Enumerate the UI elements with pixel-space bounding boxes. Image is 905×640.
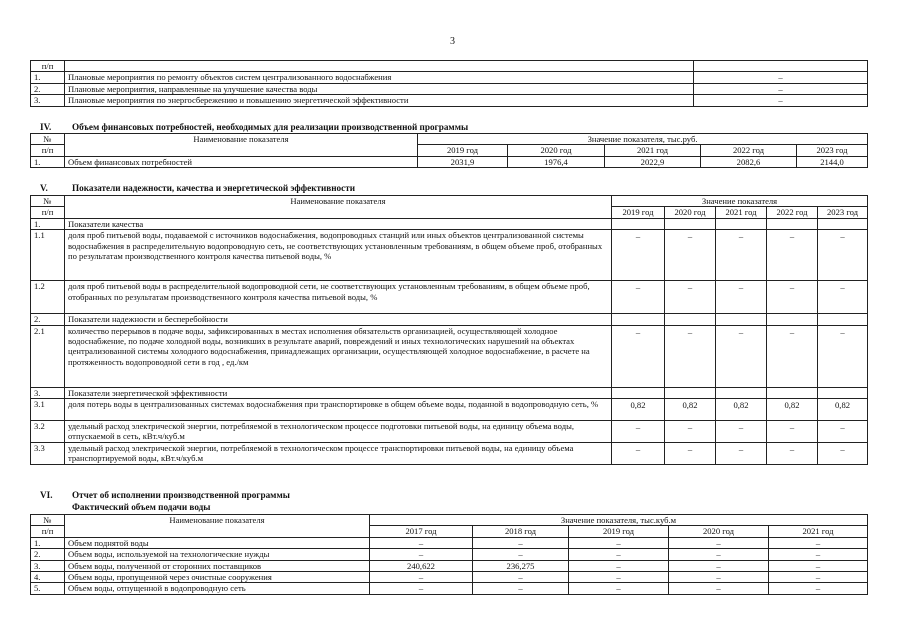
col-num-header-2: п/п [31, 207, 65, 218]
row-value: – [569, 560, 669, 571]
col-name-header: Наименование показателя [65, 196, 612, 219]
row-value: – [669, 583, 769, 594]
row-value: – [716, 421, 767, 443]
row-value: – [716, 443, 767, 465]
row-value: – [370, 549, 473, 560]
row-num: 3. [31, 387, 65, 398]
col-num-header-2: п/п [31, 526, 65, 537]
reliability-table [30, 195, 868, 465]
row-value: – [665, 421, 716, 443]
row-name: количество перерывов в подаче воды, зафиксированных в местах исполнения обязательств организацией, осуществляющей холодное водоснабжение, по подаче холодной воды, возникших в результате аварий, повреждений и иных технологических нарушений на объектах централизованной системы холодного водоснабжения, принадлежащих организации, осуществляющей холодное водоснабжение, в расчете на протяженность водопроводной сети в год , ед./км [65, 325, 612, 387]
measures-table [30, 60, 868, 107]
year-header: 2021 год [605, 145, 701, 156]
row-name: доля потерь воды в централизованных системах водоснабжения при транспортировке в общем объеме воды, поданной в водопроводную сеть, % [65, 399, 612, 421]
row-num: 1.2 [31, 281, 65, 314]
col-num-header: № [31, 134, 65, 145]
row-value: – [669, 560, 769, 571]
row-value: – [767, 421, 818, 443]
row-value: – [818, 281, 868, 314]
row-value: – [769, 560, 868, 571]
row-value: 0,82 [767, 399, 818, 421]
row-value: – [769, 549, 868, 560]
section-title: Показатели надежности, качества и энергетической эффективности [72, 183, 356, 193]
row-num: 1. [31, 72, 65, 83]
row-value: – [612, 230, 665, 281]
row-value: – [716, 281, 767, 314]
section-vi-subtitle: Фактический объем подачи воды [72, 502, 211, 512]
row-value: – [716, 325, 767, 387]
row-value: 2082,6 [701, 156, 797, 167]
row-value: – [569, 572, 669, 583]
row-name: Объем финансовых потребностей [65, 156, 418, 167]
row-value: – [370, 537, 473, 548]
year-header: 2019 год [612, 207, 665, 218]
row-name: удельный расход электрической энергии, потребляемой в технологическом процессе подготовки питьевой воды, на единицу объема воды, отпускаемой в сеть, кВт.ч/куб.м [65, 421, 612, 443]
row-value: – [669, 572, 769, 583]
row-value: – [767, 325, 818, 387]
row-value: – [665, 443, 716, 465]
row-value: – [612, 421, 665, 443]
row-value: – [612, 443, 665, 465]
row-value: – [665, 281, 716, 314]
year-header: 2022 год [767, 207, 818, 218]
row-name: Плановые мероприятия, направленные на улучшение качества воды [65, 83, 694, 94]
row-num: 1.1 [31, 230, 65, 281]
page-number: 3 [450, 36, 455, 47]
row-num: 3. [31, 560, 65, 571]
row-value: 2022,9 [605, 156, 701, 167]
row-name: Показатели качества [65, 218, 612, 229]
row-name: Объем воды, используемой на технологические нужды [65, 549, 370, 560]
year-header: 2020 год [669, 526, 769, 537]
water-supply-table [30, 514, 868, 595]
row-name: Объем воды, пропущенной через очистные сооружения [65, 572, 370, 583]
row-value: – [694, 95, 868, 106]
row-num: 3.3 [31, 443, 65, 465]
year-header: 2023 год [797, 145, 868, 156]
row-value: 0,82 [716, 399, 767, 421]
col-num-header: № [31, 515, 65, 526]
row-value: – [767, 230, 818, 281]
row-value: – [665, 230, 716, 281]
row-value: – [473, 537, 569, 548]
row-name: Плановые мероприятия по ремонту объектов систем централизованного водоснабжения [65, 72, 694, 83]
row-value: 240,622 [370, 560, 473, 571]
row-value: – [669, 537, 769, 548]
row-value: 0,82 [818, 399, 868, 421]
year-header: 2021 год [769, 526, 868, 537]
row-value: – [473, 549, 569, 560]
year-header: 2021 год [716, 207, 767, 218]
row-name: Показатели энергетической эффективности [65, 387, 612, 398]
row-value: – [473, 583, 569, 594]
section-number: IV. [40, 122, 52, 132]
row-num: 2. [31, 83, 65, 94]
row-value: – [769, 572, 868, 583]
row-num: 2.1 [31, 325, 65, 387]
row-value: – [818, 443, 868, 465]
col-num-header: п/п [31, 61, 65, 72]
row-value: – [694, 72, 868, 83]
section-v-heading [40, 183, 355, 193]
row-value: 1976,4 [508, 156, 605, 167]
row-name: Объем поднятой воды [65, 537, 370, 548]
row-value: – [767, 281, 818, 314]
row-name: доля проб питьевой воды, подаваемой с источников водоснабжения, водопроводных станций или иных объектов централизованной системы водоснабжения в распределительную водопроводную сеть, не соответствующих установленным требованиям, в общем объеме проб, отобранных по результатам производственного контроля качества питьевой воды, % [65, 230, 612, 281]
row-num: 2. [31, 549, 65, 560]
row-value: 0,82 [665, 399, 716, 421]
year-header: 2023 год [818, 207, 868, 218]
section-number: V. [40, 183, 48, 193]
row-value: 236,275 [473, 560, 569, 571]
row-value: – [769, 537, 868, 548]
row-num: 5. [31, 583, 65, 594]
row-value: – [669, 549, 769, 560]
row-num: 2. [31, 314, 65, 325]
section-title: Отчет об исполнении производственной программы [72, 490, 290, 500]
row-value: 0,82 [612, 399, 665, 421]
col-num-header: № [31, 196, 65, 207]
row-name: Показатели надежности и бесперебойности [65, 314, 612, 325]
row-value: 2031,9 [418, 156, 508, 167]
row-value: – [612, 325, 665, 387]
year-header: 2022 год [701, 145, 797, 156]
row-value: – [694, 83, 868, 94]
row-num: 1. [31, 537, 65, 548]
col-name-header: Наименование показателя [65, 134, 418, 157]
row-name: Объем воды, полученной от сторонних поставщиков [65, 560, 370, 571]
row-num: 1. [31, 218, 65, 229]
year-header: 2017 год [370, 526, 473, 537]
col-value-header: Значение показателя, тыс.руб. [418, 134, 868, 145]
section-vi-heading [40, 490, 290, 500]
col-num-header-2: п/п [31, 145, 65, 156]
row-num: 3.1 [31, 399, 65, 421]
row-value: – [569, 583, 669, 594]
section-iv-heading [40, 122, 468, 132]
row-num: 1. [31, 156, 65, 167]
row-value: – [716, 230, 767, 281]
row-value: 2144,0 [797, 156, 868, 167]
row-value: – [769, 583, 868, 594]
row-value: – [370, 583, 473, 594]
financial-needs-table [30, 133, 868, 168]
row-value: – [370, 572, 473, 583]
section-number: VI. [40, 490, 53, 500]
row-name: Объем воды, отпущенной в водопроводную сеть [65, 583, 370, 594]
row-value: – [473, 572, 569, 583]
year-header: 2020 год [665, 207, 716, 218]
row-num: 3.2 [31, 421, 65, 443]
row-value: – [818, 325, 868, 387]
row-num: 4. [31, 572, 65, 583]
row-value: – [818, 230, 868, 281]
row-value: – [767, 443, 818, 465]
year-header: 2019 год [418, 145, 508, 156]
section-title: Объем финансовых потребностей, необходимых для реализации производственной программы [72, 122, 469, 132]
row-name: доля проб питьевой воды в распределительной водопроводной сети, не соответствующих установленным требованиям, в общем объеме проб, отобранных по результатам производственного контроля качества питьевой воды, % [65, 281, 612, 314]
col-value-header: Значение показателя, тыс.куб.м [370, 515, 868, 526]
row-value: – [569, 537, 669, 548]
year-header: 2019 год [569, 526, 669, 537]
row-name: Плановые мероприятия по энергосбережению и повышению энергетической эффективности [65, 95, 694, 106]
year-header: 2020 год [508, 145, 605, 156]
row-value: – [665, 325, 716, 387]
row-value: – [612, 281, 665, 314]
col-name-header: Наименование показателя [65, 515, 370, 538]
row-num: 3. [31, 95, 65, 106]
year-header: 2018 год [473, 526, 569, 537]
row-name: удельный расход электрической энергии, потребляемой в технологическом процессе транспортировки питьевой воды, на единицу объема транспортируемой воды, кВт.ч/куб.м [65, 443, 612, 465]
col-value-header: Значение показателя [612, 196, 868, 207]
row-value: – [569, 549, 669, 560]
row-value: – [818, 421, 868, 443]
